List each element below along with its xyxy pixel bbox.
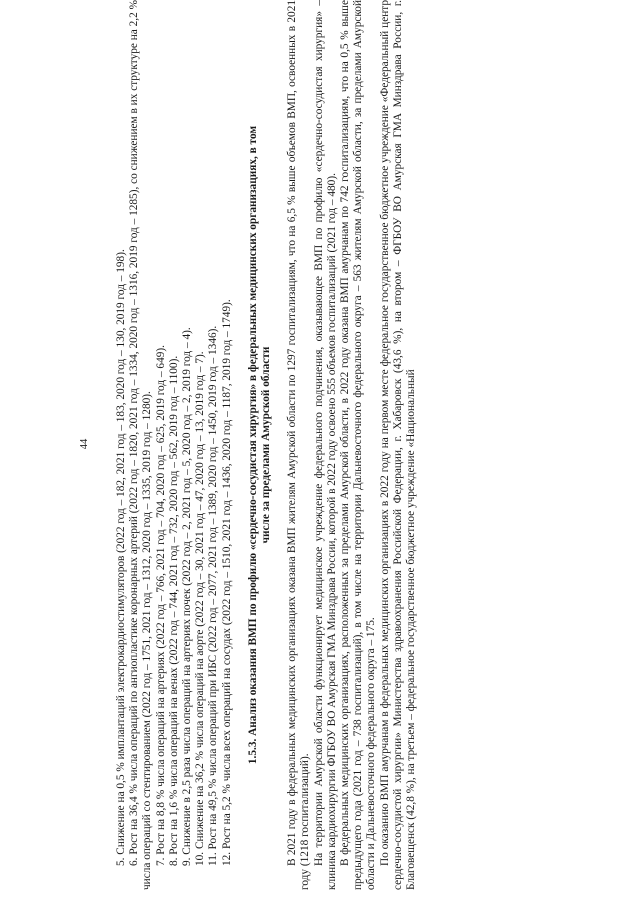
list-item: 9. Снижение в 2,5 раза числа операций на артериях почек (2022 год – 2, 2021 год – 5, 2020 год – 2, 2019 год – 4).	[181, 327, 194, 866]
page-number: 44	[79, 438, 90, 450]
paragraph: На территории Амурской области функционирует медицинское учреждение федерального подчинения, оказывающее ВМП по профилю «сердечно-сосудистая хирургия» – клиника кардиохирургии ФГБОУ ВО Амурская ГМА Минздрава России, которой в 2022 году освоено 555 объемов госпитализаций (2021 год – 480).	[312, 0, 338, 890]
list-item: 8. Рост на 1,6 % числа операций на венах (2022 год – 744, 2021 год – 732, 2020 год – 562, 2019 год – 1100).	[167, 355, 180, 866]
list-item: 12. Рост на 5,2 % числа всех операций на сосудах (2022 год – 1510, 2021 год – 1436, 2020 год – 1187, 2019 год – 1749).	[220, 299, 233, 866]
list-item: 6. Рост на 36,4 % числа операций по ангиопластике коронарных артерий (2022 год – 1820, 2021 год – 1334, 2020 год – 1316, 2019 год – 1285), со снижением в их структуре на 2,2 % числа операций со стентированием (2022 год – 1751, 2021 год – 1312, 2020 год – 1335, 2019 год – 1280).	[128, 0, 154, 890]
list-item: 11. Рост на 49,5 % числа операций при ИБС (2022 год – 2077, 2021 год – 1389, 2020 год – 1450, 2019 год – 1346).	[207, 325, 220, 866]
list-item: 7. Рост на 8,8 % числа операций на артериях (2022 год – 766, 2021 год – 704, 2020 год – 625, 2019 год – 649).	[154, 345, 167, 866]
paragraph: По оказанию ВМП амурчанам в федеральных медицинских организациях в 2022 году на первом месте федеральное государственное бюджетное учреждение «Федеральный центр сердечно-сосудистой хирургии» Министерства здравоохранения Российской Федерации, г. Хабаровск (43,6 %), на втором – ФГБОУ ВО Амурская ГМА Минздрава России, г. Благовещенск (42,8 %), на третьем – федеральное государственное бюджетное учреждение «Национальный	[378, 0, 418, 890]
page-content	[115, 0, 418, 890]
list-item: 10. Снижение на 36,2 % числа операций на аорте (2022 год – 30, 2021 год – 47, 2020 год – 13, 2019 год – 7).	[194, 351, 207, 866]
paragraph: В федеральных медицинских организациях, расположенных за пределами Амурской области, в 2022 году оказана ВМП амурчанам по 742 госпитализациям, что на 0,5 % выше предыдущего года (2021 год – 738 госпитализаций), в том числе на территории Дальневосточного федерального округа – 563 жителям Амурской области, за пределами Амурской области и Дальневосточного федерального округа – 175.	[339, 0, 378, 890]
list-item: 5. Снижение на 0,5 % имплантаций электрокардиостимуляторов (2022 год – 182, 2021 год – 183, 2020 год – 130, 2019 год – 198).	[115, 249, 127, 866]
section-heading: 1.5.3. Анализ оказания ВМП по профилю «сердечно-сосудистая хирургия» в федеральных медицинских организациях, в том числе за пределами Амурской области	[246, 125, 273, 765]
paragraph: В 2021 году в федеральных медицинских организациях оказана ВМП жителям Амурской области по 1297 госпитализациям, что на 6,5 % выше объемов ВМП, освоенных в 2021 году (1218 госпитализаций).	[286, 0, 312, 890]
